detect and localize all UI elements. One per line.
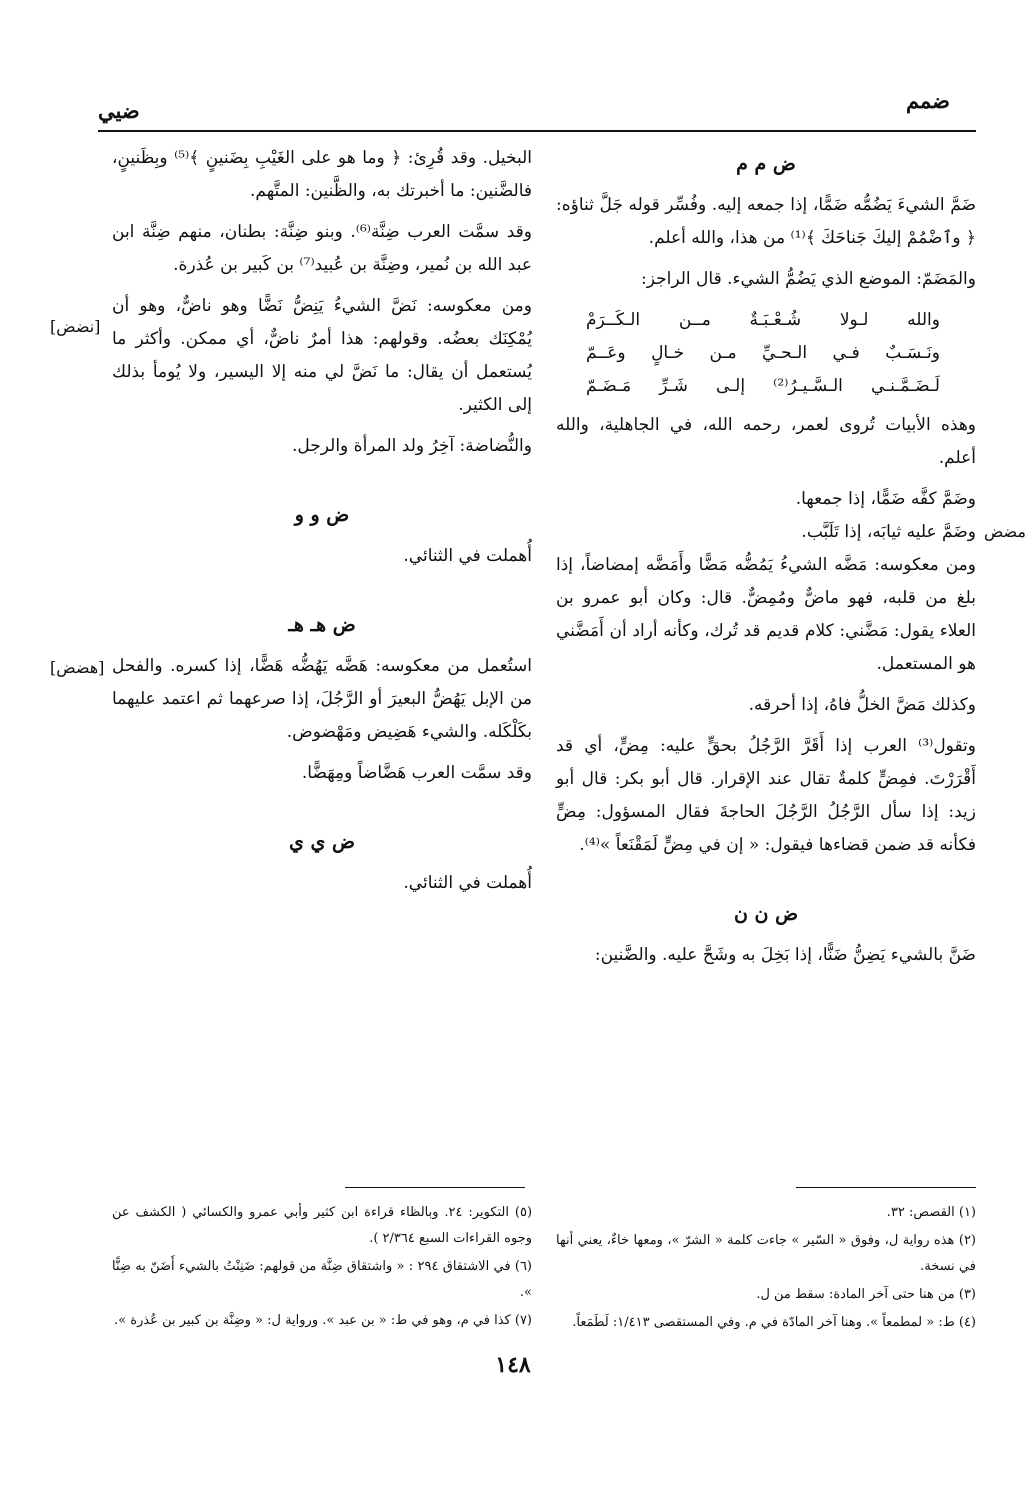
footnotes-left (112, 1200, 532, 1336)
footnote: (٣) من هنا حتى آخر المادة: سقط من ل. (756, 1287, 976, 1302)
left-column (112, 142, 532, 908)
footnote-rule (796, 1187, 976, 1188)
footnote: (٥) التكوير: ٢٤. وبالظاء قراءة ابن كثير وأبي عمرو والكسائي ( الكشف عن وجوه القراءات السبع ٢/٣٦٤ ). (112, 1205, 533, 1246)
footnote: (١) القصص: ٣٢. (886, 1205, 976, 1220)
paragraph: وكذلك مَضَّ الخلُّ فاهُ، إذا أحرقه. (748, 695, 976, 715)
paragraph: استُعمل من معكوسه: هَضَّه يَهُضُّه هَضًّا، إذا كسره. والفحل من الإبل يَهُضُّ البعيرَ أو الرَّجُلَ، إذا صرعهما ثم اعتمد عليهما بكَلْكَله. والشيء هَضِيض ومَهْضوض. (112, 656, 532, 742)
footnote: (٧) كذا في م، وهو في ط: « بن عبد ». ورواية ل: « وضِنَّة بن كبير بن عُذرة ». (114, 1313, 532, 1328)
paragraph: وهذه الأبيات تُروى لعمر، رحمه الله، في الجاهلية، والله أعلم. (556, 415, 976, 468)
footnotes-right (556, 1200, 976, 1338)
paragraph: ضَمَّ الشيءَ يَضُمُّه ضَمًّا، إذا جمعه إليه. وفُسِّر قوله جَلَّ ثناؤه: ﴿ وٱضْمُمْ إليكَ جَناحَكَ ﴾⁽¹⁾ من هذا، والله أعلم. (556, 195, 976, 248)
paragraph: والنُّضاضة: آخِرُ ولد المرأة والرجل. (291, 436, 532, 456)
entry-heading: ض و و (294, 504, 350, 526)
paragraph: وقد سمَّت العرب هَضَّاضاً ومِهَضًّا. (301, 763, 532, 783)
verse-block (586, 304, 940, 403)
entry-heading: ض ن ن (733, 903, 799, 925)
paragraph: وتقول⁽³⁾ العرب إذا أَقَرَّ الرَّجُلُ بحقٍّ عليه: مِضٍّ، أي قد أَقْرَرْتَ. فمِضٍّ كلمةٌ تقال عند الإقرار. قال أبو بكر: قال أبو زيد: إذا سأل الرَّجُلُ الرَّجُلَ الحاجةَ فقال المسؤول: مِضٍّ فكأنه قد ضمن قضاءها فيقول: « إن في مِضٍّ لَمَقْنَعاً »⁽⁴⁾. (556, 736, 976, 855)
verse-line: ونَـسَـبٌ فـي الـحـيِّ مـن خـالٍ وعَــمّ (586, 343, 940, 363)
margin-tag-mdd: مضض (983, 522, 1026, 541)
paragraph: ومن معكوسه: نَضَّ الشيءُ يَنِضُّ نَضًّا وهو ناضٌّ، وهو أن يُمْكِنَك بعضُه. وقولهم: هذا أمرٌ ناضٌّ، أي ممكن. وأكثر ما يُستعمل أن يقال: ما نَضَّ لي منه إلا اليسير، ولا يُومأ بذلك إلى الكثير. (112, 296, 532, 415)
footnote-rule (345, 1187, 525, 1188)
verse-line: والله لـولا شُـعْـبَـةٌ مــن الـكَــرَمْ (586, 310, 940, 330)
paragraph: أُهملت في الثنائي. (403, 873, 532, 893)
running-header-left: ضيي (98, 98, 140, 123)
footnote: (٦) في الاشتقاق ٢٩٤ : « واشتقاق ضِنَّة من قولهم: ضَنِنْتُ بالشيء أَضَنّ به ضِنًّا ». (112, 1259, 532, 1300)
page-number: ١٤٨ (495, 1352, 531, 1378)
entry-heading: ض ي ي (289, 831, 355, 853)
right-column (556, 142, 976, 980)
paragraph: أُهملت في الثنائي. (403, 546, 532, 566)
paragraph: والمَضَمّ: الموضع الذي يَضُمُّ الشيء. قال الراجز: (641, 269, 976, 289)
margin-tag-hdd: [هضض] (50, 658, 105, 677)
paragraph: وضَمَّ عليه ثيابَه، إذا تَلَبَّب. (801, 522, 976, 542)
paragraph: وقد سمَّت العرب ضِنَّة⁽⁶⁾. وبنو ضِنَّة: بطنان، منهم ضِنَّة ابن عبد الله بن نُمير، وضِنَّة بن عُبيد⁽⁷⁾ بن كَبير بن عُذرة. (112, 222, 532, 275)
paragraph: ضَنَّ بالشيء يَضِنُّ ضَنًّا، إذا بَخِلَ به وشَحَّ عليه. والضَّنين: (594, 945, 976, 965)
footnote: (٤) ط: « لمطمعاً ». وهنا آخر المادّة في م. وفي المستقصى ١/٤١٣: لَطَمَعاً. (572, 1315, 976, 1330)
header-rule (98, 130, 976, 132)
running-header-right: ضمم (906, 88, 950, 113)
entry-heading: ض م م (736, 153, 796, 175)
paragraph: وضَمَّ كفَّه ضَمًّا، إذا جمعها. (795, 489, 976, 509)
entry-heading: ض هـ هـ (288, 614, 356, 636)
footnote: (٢) هذه رواية ل، وفوق « السّير » جاءت كلمة « الشرّ »، ومعها خاءٌ، يعني أنها في نسخة. (556, 1233, 976, 1274)
verse-line: لَـضَـمَّـنـي الـسَّـيـرُ⁽²⁾ إلـى شَـرِّ مَـضَـمّ (586, 376, 940, 396)
paragraph: البخيل. وقد قُرِئ: ﴿ وما هو على الغَيْبِ بِضَنينٍ ﴾⁽⁵⁾ وبِظَنينٍ، فالضَّنين: ما أخبرتك به، والظَّنين: المتَّهم. (112, 148, 532, 201)
paragraph: ومن معكوسه: مَضَّه الشيءُ يَمُضُّه مَضًّا وأَمَضَّه إمضاضاً، إذا بلغ من قلبه، فهو ماضٌّ ومُمِضٌّ. قال: وكان أبو عمرو بن العلاء يقول: مَضَّني: كلام قديم قد تُرك، وكأنه أراد أن أَمَضَّني هو المستعمل. (556, 555, 976, 674)
margin-tag-nadd: [نضض] (50, 317, 101, 336)
